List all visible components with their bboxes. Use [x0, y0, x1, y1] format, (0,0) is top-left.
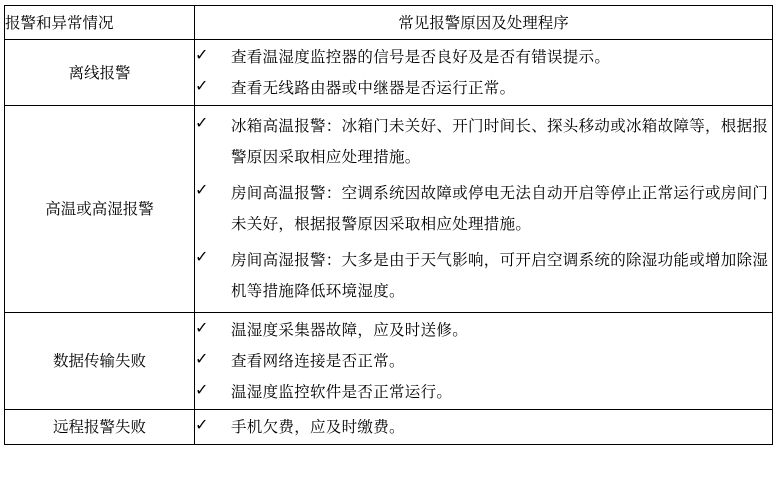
causes-cell: [195, 40, 773, 106]
list-item: [195, 43, 772, 71]
list-item: [195, 245, 772, 307]
checkmark-icon: ✓: [195, 180, 209, 199]
checkmark-icon: ✓: [195, 318, 209, 337]
list-item-text: 查看网络连接是否正常。: [231, 352, 405, 370]
checkmark-icon: ✓: [195, 76, 209, 95]
list-item: [195, 413, 772, 441]
checkmark-icon: ✓: [195, 415, 209, 434]
causes-cell: [195, 106, 773, 313]
list-item-text: 查看温湿度监控器的信号是否良好及是否有错误提示。: [231, 48, 611, 66]
list-item-text: 房间高湿报警：大多是由于天气影响，可开启空调系统的除湿功能或增加除湿机等措施降低环境湿度。: [231, 251, 769, 300]
table-row: [5, 40, 773, 106]
list-item: [195, 111, 772, 173]
list-item: [195, 178, 772, 240]
list-item: [195, 316, 772, 344]
table-row: [5, 106, 773, 313]
checkmark-icon: ✓: [195, 349, 209, 368]
table-row: [5, 410, 773, 445]
table-header-row: [5, 6, 773, 40]
causes-cell: [195, 410, 773, 445]
list-item-text: 温湿度采集器故障，应及时送修。: [231, 321, 469, 339]
checkmark-icon: ✓: [195, 45, 209, 64]
header-causes: 常见报警原因及处理程序: [195, 6, 773, 40]
list-item-text: 温湿度监控软件是否正常运行。: [231, 383, 453, 401]
situation-cell: 数据传输失败: [5, 313, 195, 410]
list-item-text: 手机欠费，应及时缴费。: [231, 418, 405, 436]
list-item: [195, 378, 772, 406]
list-item: [195, 74, 772, 102]
causes-cell: [195, 313, 773, 410]
list-item-text: 查看无线路由器或中继器是否运行正常。: [231, 79, 516, 97]
header-situation: 报警和异常情况: [5, 6, 195, 40]
situation-cell: 离线报警: [5, 40, 195, 106]
list-item-text: 房间高温报警：空调系统因故障或停电无法自动开启等停止正常运行或房间门未关好，根据报警原因采取相应处理措施。: [231, 184, 769, 233]
checkmark-icon: ✓: [195, 113, 209, 132]
table-row: [5, 313, 773, 410]
checkmark-icon: ✓: [195, 380, 209, 399]
list-item-text: 冰箱高温报警：冰箱门未关好、开门时间长、探头移动或冰箱故障等，根据报警原因采取相应处理措施。: [231, 117, 769, 166]
list-item: [195, 347, 772, 375]
checkmark-icon: ✓: [195, 247, 209, 266]
alarm-procedure-table: [4, 5, 773, 445]
situation-cell: 远程报警失败: [5, 410, 195, 445]
situation-cell: 高温或高湿报警: [5, 106, 195, 313]
